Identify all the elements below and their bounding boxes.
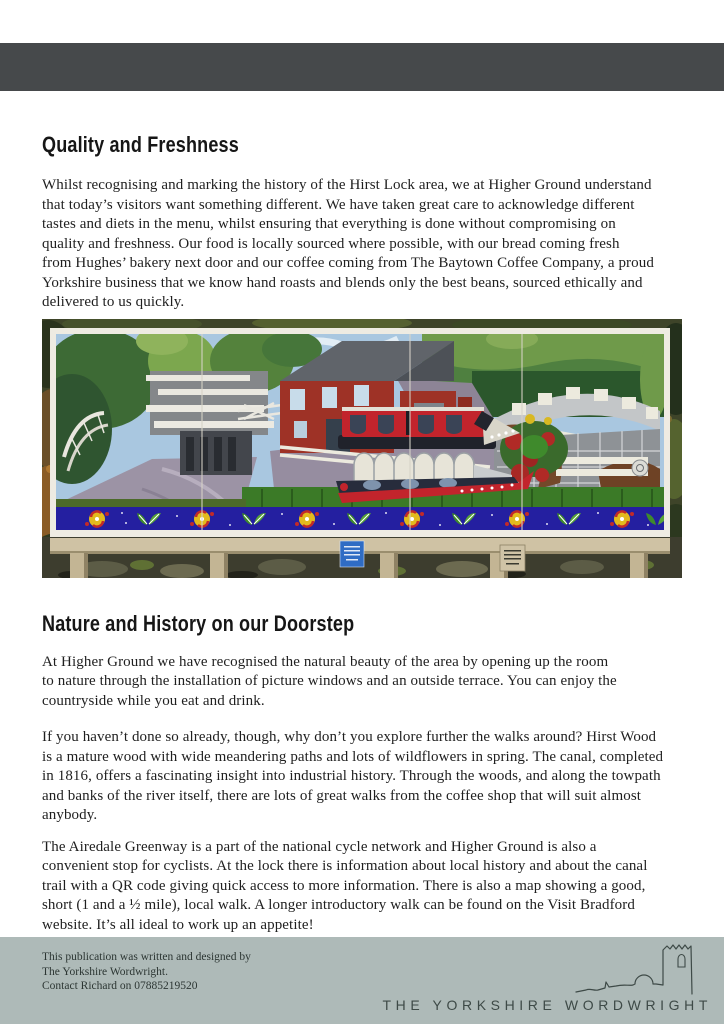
- paragraph-line: The Airedale Greenway is a part of the national cycle network and Higher Ground is also a: [42, 838, 597, 855]
- paragraph-line: quality and freshness. Our food is locally sourced where possible, with our bread coming fresh: [42, 235, 620, 252]
- credit-line: The Yorkshire Wordwright.: [42, 965, 168, 978]
- paragraph-line: If you haven’t done so already, though, why don’t you explore further the walks around? Hirst Wood: [42, 729, 657, 745]
- paragraph-line: Yorkshire business that we know hand roasts and blends only the best beans, sourced ethically and: [42, 274, 643, 291]
- paragraph-line: is a mature wood with wide meandering paths and lots of wildflowers in spring. The canal, completed: [42, 748, 664, 765]
- mural-photo: [42, 319, 682, 578]
- paragraph-line: tastes and diets in the menu, whilst ensuring that everything is done without compromising on: [42, 216, 616, 232]
- credit-line: This publication was written and designed by: [42, 951, 251, 963]
- section-heading-quality: Quality and Freshness: [42, 132, 239, 157]
- paragraph-quality: [42, 176, 684, 313]
- paragraph-line: short (1 and a ½ mile), local walk. A longer introductory walk can be found on the Visit Bradford: [42, 897, 635, 913]
- section-heading-nature: Nature and History on our Doorstep: [42, 610, 355, 636]
- paragraph-nature-1: [42, 653, 684, 712]
- paragraph-line: and banks of the river itself, there are lots of great walks from the coffee shop that will suit almost: [42, 787, 642, 804]
- paragraph-line: trail with a QR code giving quick access to more information. There is also a map showing a good,: [42, 877, 646, 894]
- paragraph-line: in 1816, offers a fascinating insight into industrial history. Through the woods, and along the towpath: [42, 768, 661, 784]
- paragraph-line: countryside while you eat and drink.: [42, 692, 265, 709]
- credit-line: Contact Richard on 07885219520: [42, 980, 198, 992]
- paragraph-line: that today’s visitors want something different. We have taken great care to acknowledge different: [42, 196, 635, 213]
- abbey-tower-icon: [574, 940, 706, 996]
- page-content: [42, 91, 684, 935]
- logo-wordmark: THE YORKSHIRE WORDWRIGHT: [382, 997, 712, 1013]
- blue-plaque-sign: [340, 541, 364, 567]
- footer-band: [0, 937, 724, 1024]
- paragraph-line: At Higher Ground we have recognised the natural beauty of the area by opening up the room: [42, 653, 609, 670]
- publication-credit: [42, 950, 251, 994]
- yorkshire-wordwright-logo: [372, 939, 712, 1021]
- paragraph-line: website. It’s all ideal to work up an appetite!: [42, 916, 314, 933]
- paragraph-line: from Hughes’ bakery next door and our coffee coming from The Baytown Coffee Company, a proud: [42, 255, 654, 271]
- paragraph-line: Whilst recognising and marking the history of the Hirst Lock area, we at Higher Ground understand: [42, 177, 652, 193]
- paragraph-line: to nature through the installation of picture windows and an outside terrace. You can enjoy the: [42, 673, 617, 689]
- paragraph-nature-3: [42, 838, 684, 936]
- paragraph-line: anybody.: [42, 807, 98, 823]
- paragraph-line: delivered to us quickly.: [42, 294, 185, 310]
- hirst-lock-mural-illustration: [42, 319, 682, 578]
- header-bar: [0, 43, 724, 91]
- paragraph-line: convenient stop for cyclists. At the lock there is information about local history and about the canal: [42, 858, 648, 874]
- paragraph-nature-2: [42, 728, 684, 826]
- postcode-sign: [500, 545, 525, 571]
